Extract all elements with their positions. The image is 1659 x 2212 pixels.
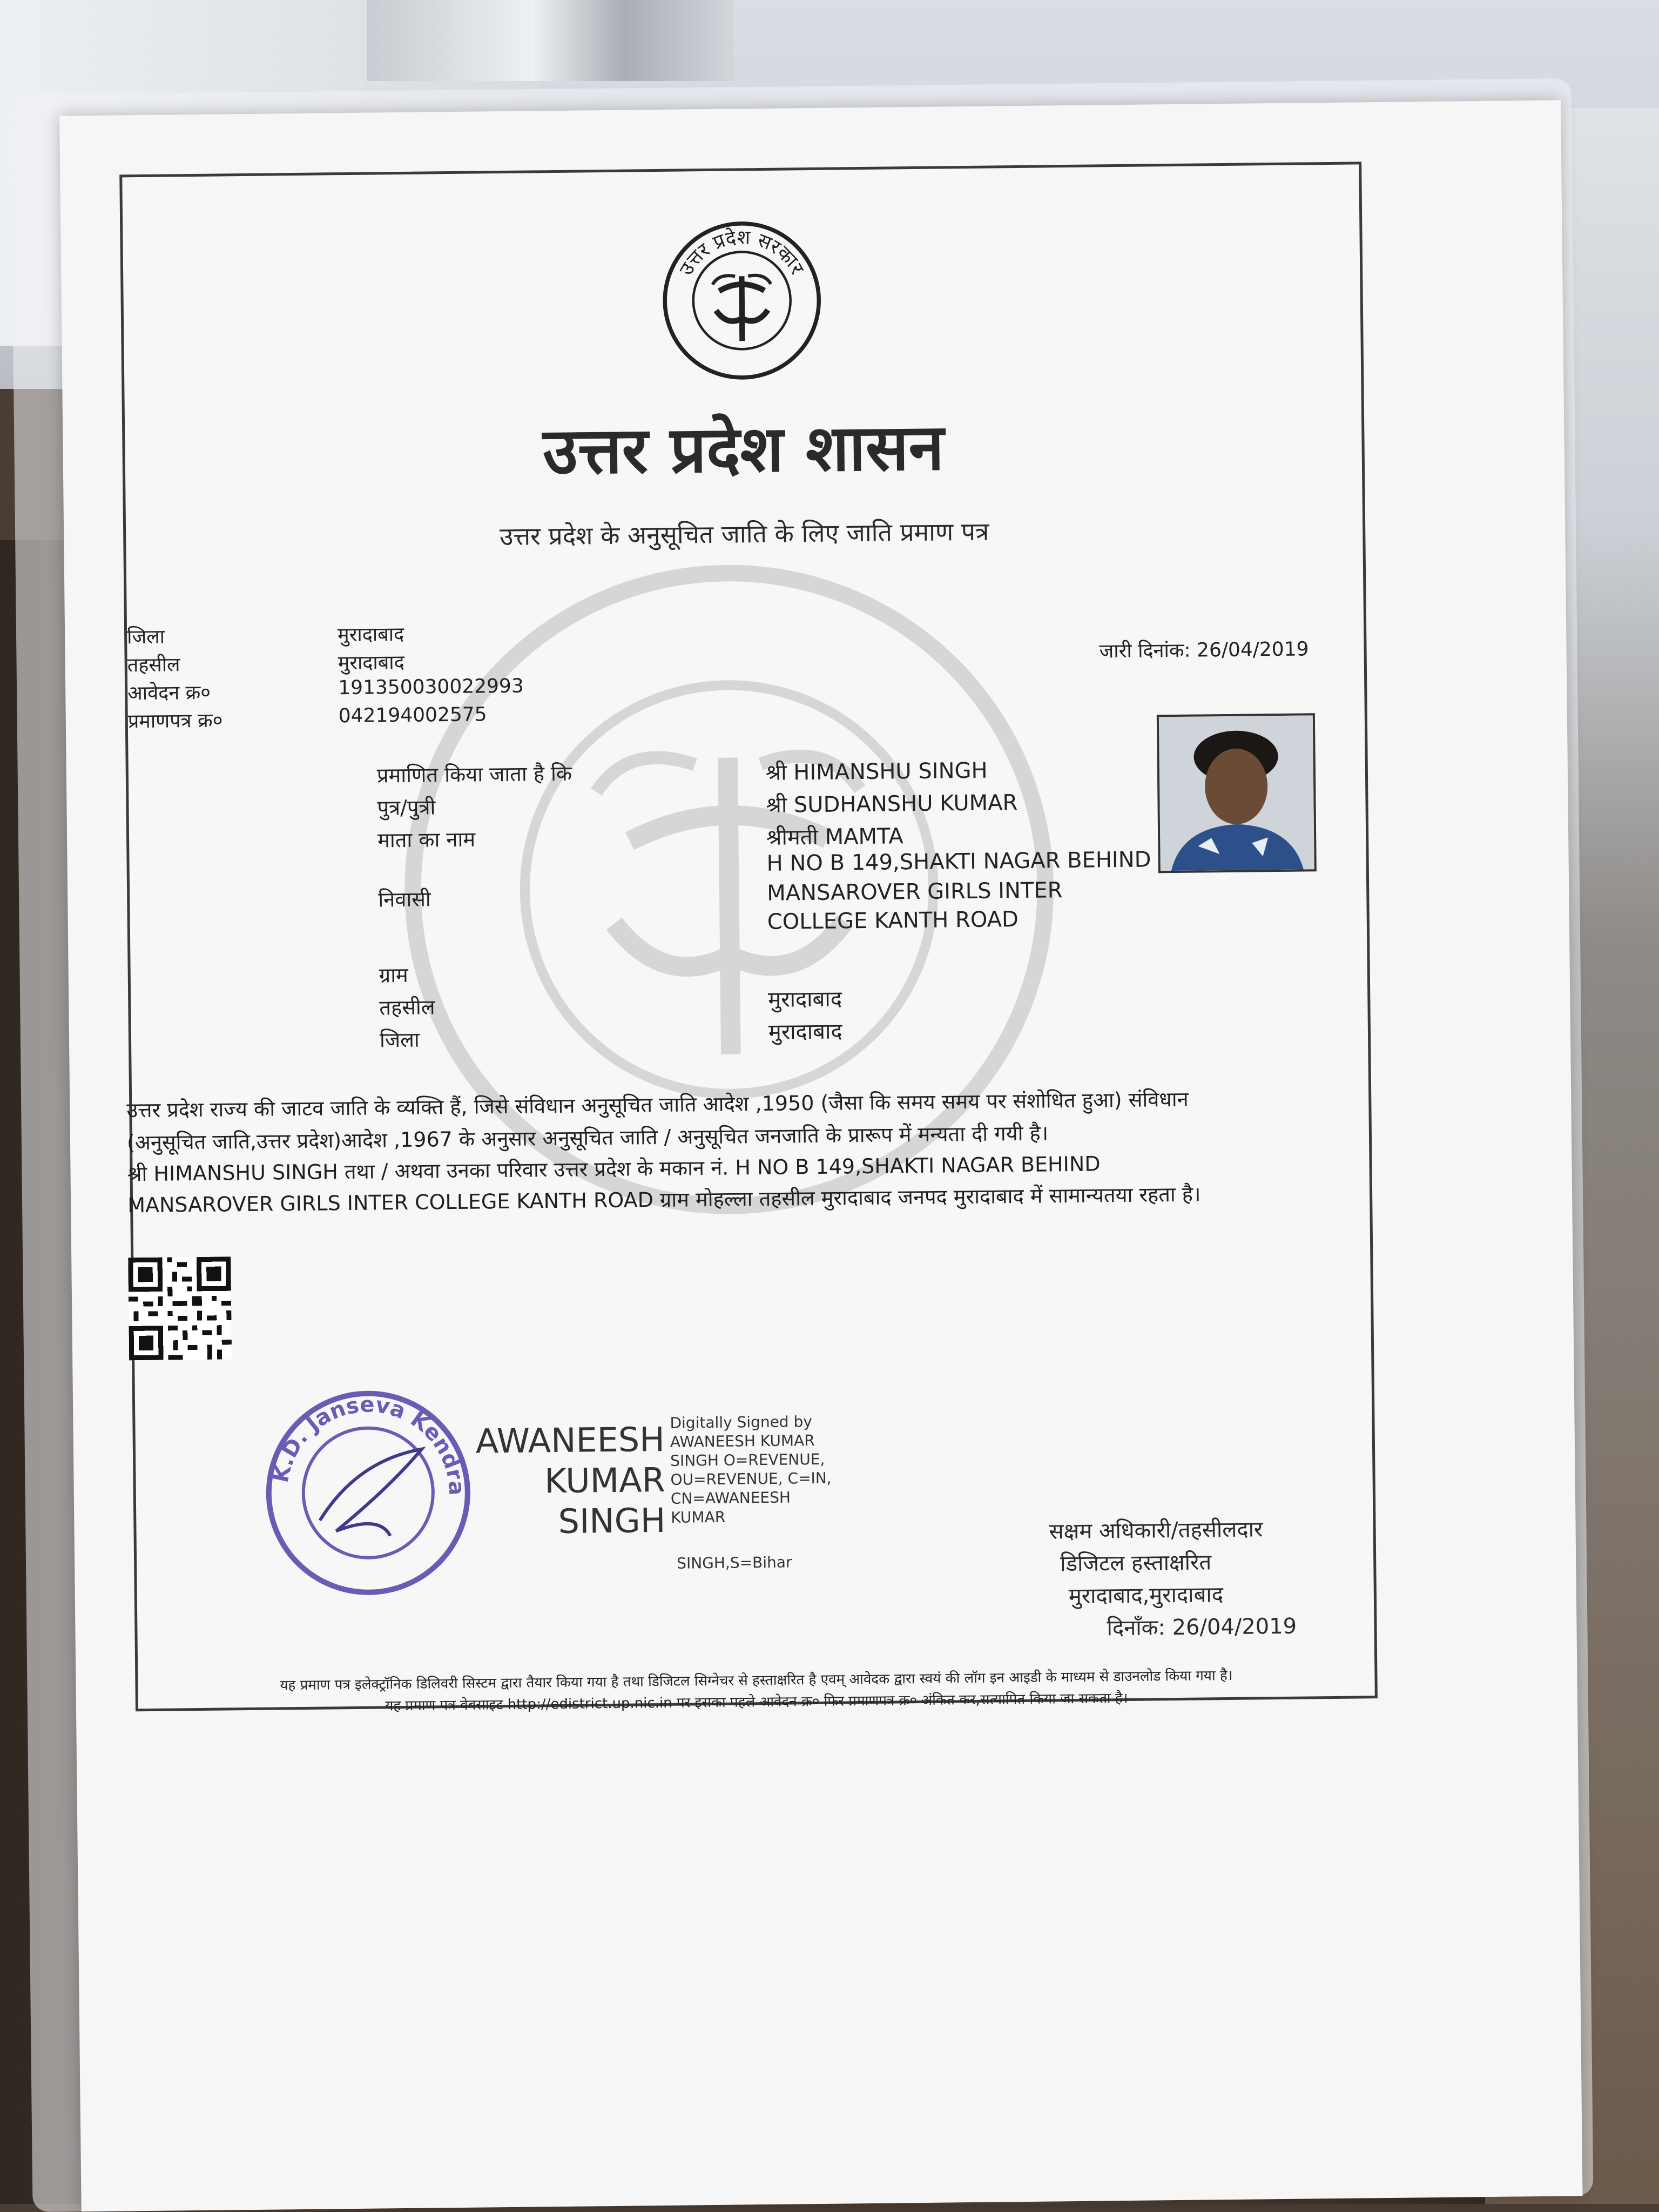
district-label: जिला <box>126 626 165 649</box>
certificate-subtitle: उत्तर प्रदेश के अनुसूचित जाति के लिए जाति प्रमाण पत्र <box>499 516 989 552</box>
footer-line-2: यह प्रमाण पत्र वेबसाइट http://edistrict.up.nic.in पर इसका पहले आवेदन क्र० फिर प्रमाणपत्र क्र० अंकित कर,सत्यापित किया जा सकता है। <box>385 1690 1128 1715</box>
application-number-label: आवेदन क्र० <box>127 681 211 705</box>
father-name: श्री SUDHANSHU KUMAR <box>766 790 1018 818</box>
mother-name: श्रीमती MAMTA <box>766 824 903 850</box>
signature-detail-3: SINGH O=REVENUE, <box>670 1450 825 1470</box>
certified-label: प्रमाणित किया जाता है कि <box>376 761 572 788</box>
signature-detail-2: AWANEESH KUMAR <box>670 1431 815 1451</box>
page-title: उत्तर प्रदेश शासन <box>542 409 945 489</box>
village-label: ग्राम <box>379 963 408 987</box>
signature-detail-7: SINGH,S=Bihar <box>677 1553 792 1572</box>
address-line-1: H NO B 149,SHAKTI NAGAR BEHIND <box>766 847 1151 876</box>
address-line-3: COLLEGE KANTH ROAD <box>767 907 1019 934</box>
detail-district-label: जिला <box>379 1027 420 1052</box>
body-line-3: श्री HIMANSHU SINGH तथा / अथवा उनका परिवार उत्तर प्रदेश के मकान नं. H NO B 149,SHAKTI NAGAR BEHIND <box>127 1152 1101 1186</box>
applicant-name: श्री HIMANSHU SINGH <box>765 758 988 785</box>
signature-detail-4: OU=REVENUE, C=IN, <box>670 1469 832 1489</box>
detail-tehsil-label: तहसील <box>379 995 435 1020</box>
mother-label: माता का नाम <box>377 827 476 852</box>
district-value: मुरादाबाद <box>337 623 404 647</box>
certificate-number-value: 042194002575 <box>338 703 487 728</box>
authority-place: मुरादाबाद,मुरादाबाद <box>1068 1582 1224 1609</box>
application-number-value: 191350030022993 <box>338 675 524 700</box>
body-line-4: MANSAROVER GIRLS INTER COLLEGE KANTH ROAD ग्राम मोहल्ला तहसील मुरादाबाद जनपद मुरादाबाद में सामान्यतया रहता है। <box>127 1182 1201 1218</box>
jansewa-kendra-stamp <box>259 1384 477 1602</box>
body-line-1: उत्तर प्रदेश राज्य की जाटव जाति के व्यक्ति हैं, जिसे संविधान अनुसूचित जाति आदेश ,1950 (जैसा कि समय समय पर संशोधित हुआ) संविधान <box>126 1087 1189 1122</box>
resident-label: निवासी <box>378 887 431 912</box>
authority-title: सक्षम अधिकारी/तहसीलदार <box>1049 1517 1263 1544</box>
applicant-photo <box>1157 713 1317 873</box>
body-line-2: (अनुसूचित जाति,उत्तर प्रदेश)आदेश ,1967 के अनुसार अनुसूचित जाति / अनुसूचित जनजाति के प्रारूप में मन्यता दी गयी है। <box>126 1121 1049 1155</box>
detail-tehsil-value: मुरादाबाद <box>768 986 842 1012</box>
svg-text:उत्तर प्रदेश सरकार: उत्तर प्रदेश सरकार <box>675 226 808 279</box>
authority-digital: डिजिटल हस्ताक्षरित <box>1060 1550 1212 1577</box>
signer-name-line-2: KUMAR <box>544 1460 665 1501</box>
svg-text:K.D. Janseva Kendra: K.D. Janseva Kendra <box>268 1392 469 1496</box>
signer-name-line-3: SINGH <box>558 1500 666 1542</box>
certificate-number-label: प्रमाणपत्र क्र० <box>127 709 223 733</box>
qr-code-icon <box>128 1256 232 1360</box>
signature-detail-5: CN=AWANEESH <box>670 1488 791 1508</box>
son-daughter-label: पुत्र/पुत्री <box>377 795 436 820</box>
signer-name-line-1: AWANEESH <box>475 1419 665 1461</box>
address-line-2: MANSAROVER GIRLS INTER <box>766 878 1063 906</box>
detail-district-value: मुरादाबाद <box>768 1019 842 1045</box>
signature-detail-6: KUMAR <box>671 1508 726 1527</box>
background-metal-rod <box>367 0 734 81</box>
certificate-sheet <box>59 100 1582 2211</box>
tehsil-value: मुरादाबाद <box>338 651 404 675</box>
authority-date: दिनाँक: 26/04/2019 <box>1107 1613 1297 1641</box>
up-government-seal-icon <box>660 219 824 382</box>
issue-date: जारी दिनांक: 26/04/2019 <box>1099 638 1309 663</box>
tehsil-label: तहसील <box>127 654 180 677</box>
certificate-frame <box>119 162 1378 1715</box>
signature-detail-1: Digitally Signed by <box>670 1413 813 1432</box>
footer-line-1: यह प्रमाण पत्र इलेक्ट्रॉनिक डिलिवरी सिस्टम द्वारा तैयार किया गया है तथा डिजिटल सिग्नेचर से हस्ताक्षरित है एवम् आवेदक द्वारा स्वयं की लॉग इन आइडी के माध्यम से डाउनलोड किया गया है। <box>280 1667 1233 1694</box>
